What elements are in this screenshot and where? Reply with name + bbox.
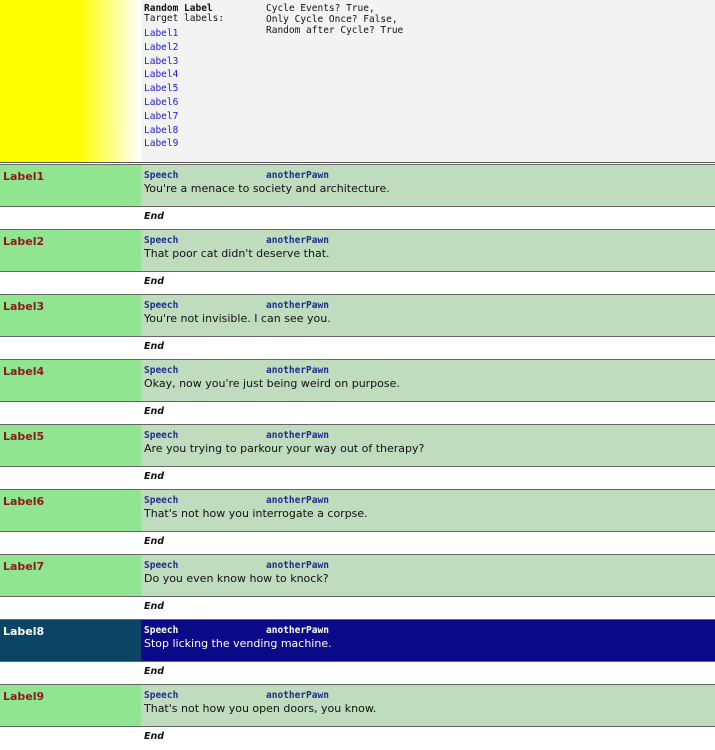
event-actor: anotherPawn bbox=[266, 235, 329, 246]
speech-cell[interactable] bbox=[141, 230, 715, 271]
speech-text: That's not how you interrogate a corpse. bbox=[144, 507, 368, 520]
header-gutter bbox=[0, 0, 141, 162]
speech-cell[interactable] bbox=[141, 685, 715, 726]
label-name: Label6 bbox=[3, 495, 45, 508]
speech-cell[interactable] bbox=[141, 295, 715, 336]
event-actor: anotherPawn bbox=[266, 560, 329, 571]
target-label-link[interactable]: Label6 bbox=[144, 96, 179, 108]
target-label-link[interactable]: Label3 bbox=[144, 55, 179, 67]
event-row[interactable] bbox=[0, 489, 715, 532]
event-kind: Speech bbox=[144, 690, 179, 701]
label-cell bbox=[0, 620, 141, 661]
label-name: Label5 bbox=[3, 430, 45, 443]
end-label: End bbox=[144, 471, 165, 482]
target-label-link[interactable]: Label4 bbox=[144, 69, 179, 81]
target-label-link[interactable]: Label8 bbox=[144, 124, 179, 136]
speech-cell[interactable] bbox=[141, 555, 715, 596]
speech-text: That's not how you open doors, you know. bbox=[144, 702, 377, 715]
event-kind: Speech bbox=[144, 300, 179, 311]
event-actor: anotherPawn bbox=[266, 365, 329, 376]
end-marker bbox=[141, 532, 715, 553]
end-label: End bbox=[144, 211, 165, 222]
label-cell bbox=[0, 490, 141, 531]
speech-cell[interactable] bbox=[141, 490, 715, 531]
end-label: End bbox=[144, 731, 165, 742]
event-kind: Speech bbox=[144, 365, 179, 376]
target-label-link[interactable]: Label5 bbox=[144, 83, 179, 95]
label-cell bbox=[0, 685, 141, 726]
target-label-link[interactable]: Label7 bbox=[144, 110, 179, 122]
speech-text: Do you even know how to knock? bbox=[144, 572, 329, 585]
end-label: End bbox=[144, 406, 165, 417]
event-row[interactable] bbox=[0, 229, 715, 272]
event-row-selected[interactable] bbox=[0, 619, 715, 662]
cycle-options bbox=[266, 3, 403, 36]
event-kind: Speech bbox=[144, 430, 179, 441]
event-actor: anotherPawn bbox=[266, 430, 329, 441]
speech-cell[interactable] bbox=[141, 165, 715, 206]
speech-cell[interactable] bbox=[141, 620, 715, 661]
speech-text: Are you trying to parkour your way out of therapy? bbox=[144, 442, 425, 455]
event-actor: anotherPawn bbox=[266, 625, 329, 636]
end-marker bbox=[141, 467, 715, 488]
event-actor: anotherPawn bbox=[266, 495, 329, 506]
target-label-list bbox=[144, 27, 178, 151]
random-label-block[interactable] bbox=[0, 0, 715, 163]
target-label-link[interactable]: Label2 bbox=[144, 41, 179, 53]
label-name: Label3 bbox=[3, 300, 45, 313]
event-row[interactable] bbox=[0, 164, 715, 207]
speech-text: Okay, now you're just being weird on purpose. bbox=[144, 377, 400, 390]
option-random-after-cycle: Random after Cycle? True bbox=[266, 25, 404, 36]
label-name: Label2 bbox=[3, 235, 45, 248]
end-label: End bbox=[144, 666, 165, 677]
event-row[interactable] bbox=[0, 294, 715, 337]
event-row[interactable] bbox=[0, 554, 715, 597]
end-label: End bbox=[144, 276, 165, 287]
target-label-link[interactable]: Label9 bbox=[144, 138, 179, 150]
label-cell bbox=[0, 230, 141, 271]
speech-cell[interactable] bbox=[141, 425, 715, 466]
label-name: Label7 bbox=[3, 560, 45, 573]
label-name: Label4 bbox=[3, 365, 45, 378]
label-cell bbox=[0, 555, 141, 596]
speech-text: You're a menace to society and architecture. bbox=[144, 182, 390, 195]
end-marker bbox=[141, 337, 715, 358]
option-cycle-once: Only Cycle Once? False, bbox=[266, 14, 398, 25]
speech-text: That poor cat didn't deserve that. bbox=[144, 247, 330, 260]
end-marker bbox=[141, 727, 715, 748]
end-marker bbox=[141, 207, 715, 228]
end-marker bbox=[141, 597, 715, 618]
label-cell bbox=[0, 295, 141, 336]
label-cell bbox=[0, 360, 141, 401]
random-label-title: Random Label bbox=[144, 3, 213, 14]
end-marker bbox=[141, 272, 715, 293]
event-actor: anotherPawn bbox=[266, 300, 329, 311]
label-cell bbox=[0, 165, 141, 206]
speech-text: You're not invisible. I can see you. bbox=[144, 312, 331, 325]
label-name: Label1 bbox=[3, 170, 45, 183]
target-labels-caption: Target labels: bbox=[144, 13, 225, 24]
event-actor: anotherPawn bbox=[266, 170, 329, 181]
event-actor: anotherPawn bbox=[266, 690, 329, 701]
label-cell bbox=[0, 425, 141, 466]
target-label-link[interactable]: Label1 bbox=[144, 28, 179, 39]
event-kind: Speech bbox=[144, 625, 179, 636]
event-row[interactable] bbox=[0, 424, 715, 467]
event-kind: Speech bbox=[144, 170, 179, 181]
event-kind: Speech bbox=[144, 235, 179, 246]
label-name: Label8 bbox=[3, 625, 45, 638]
event-kind: Speech bbox=[144, 495, 179, 506]
option-cycle-events: Cycle Events? True, bbox=[266, 3, 375, 14]
end-label: End bbox=[144, 601, 165, 612]
label-name: Label9 bbox=[3, 690, 45, 703]
event-row[interactable] bbox=[0, 359, 715, 402]
speech-text: Stop licking the vending machine. bbox=[144, 637, 332, 650]
random-label-body[interactable] bbox=[141, 0, 715, 162]
end-label: End bbox=[144, 536, 165, 547]
end-marker bbox=[141, 402, 715, 423]
speech-cell[interactable] bbox=[141, 360, 715, 401]
end-label: End bbox=[144, 341, 165, 352]
event-row[interactable] bbox=[0, 684, 715, 727]
event-kind: Speech bbox=[144, 560, 179, 571]
end-marker bbox=[141, 662, 715, 683]
